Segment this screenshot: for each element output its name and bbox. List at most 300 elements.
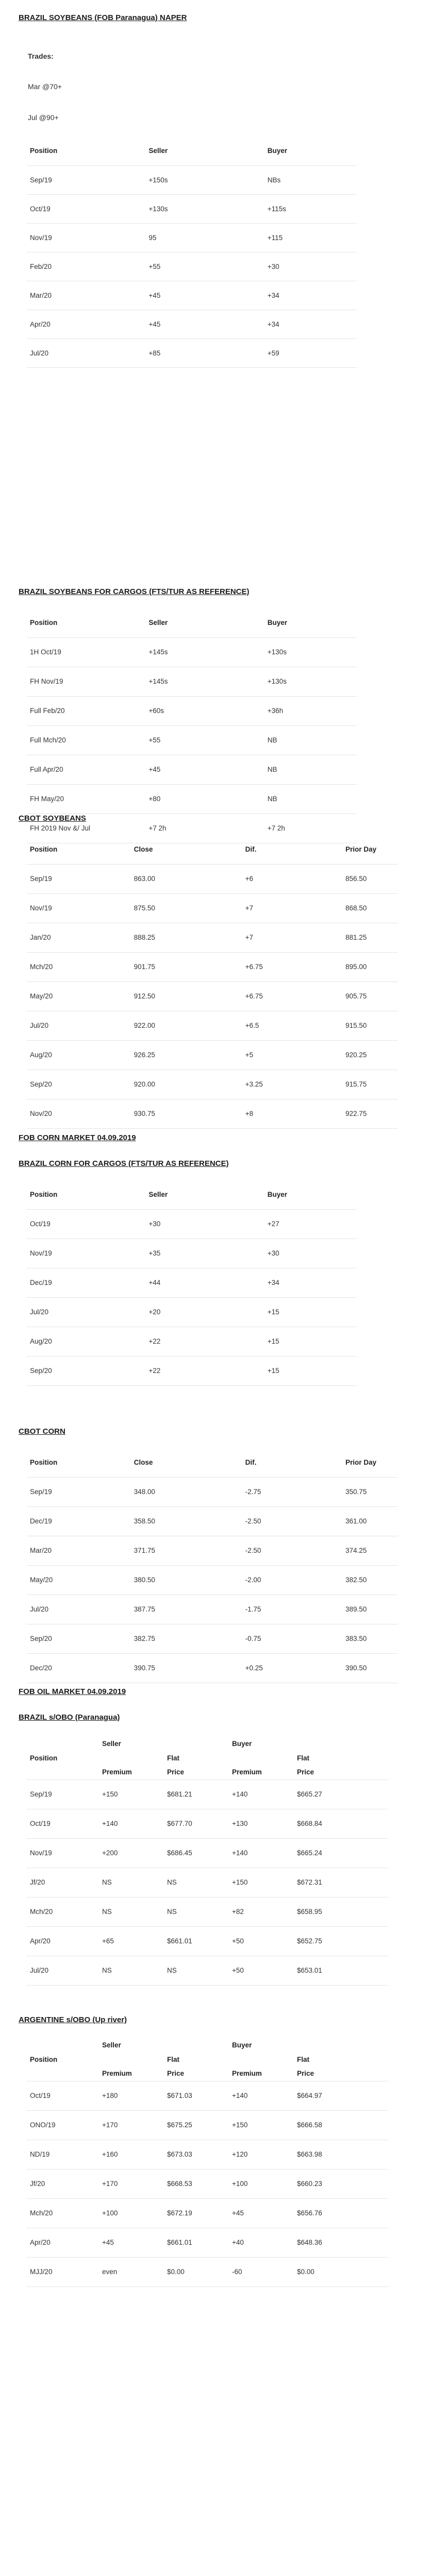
section-title: FOB CORN MARKET 04.09.2019 (19, 1133, 136, 1142)
column-header: Position (30, 1754, 58, 1762)
position-cell: Oct/19 (27, 2081, 99, 2110)
table-row (27, 1477, 398, 1506)
prior-day-cell: 920.25 (342, 1040, 398, 1070)
buyer-premium-cell: +120 (229, 2140, 294, 2169)
buyer-flat-price-cell: $666.58 (294, 2110, 388, 2140)
position-cell: Sep/20 (27, 1070, 131, 1099)
column-header: Seller (102, 1739, 121, 1748)
seller-premium-cell: +140 (99, 1809, 164, 1838)
position-cell: Sep/20 (27, 1624, 131, 1653)
table-row (27, 2228, 388, 2257)
trades-label: Trades: (28, 52, 54, 60)
prior-day-cell: 361.00 (342, 1506, 398, 1536)
position-cell: Aug/20 (27, 1040, 131, 1070)
seller-premium-cell: +170 (99, 2169, 164, 2198)
column-header (27, 2038, 99, 2052)
buyer-cell: +7 2h (264, 814, 357, 843)
position-cell: Sep/19 (27, 165, 145, 194)
column-header (229, 2052, 294, 2066)
close-cell: 382.75 (131, 1624, 242, 1653)
seller-cell: 95 (145, 223, 264, 252)
buyer-cell: NB (264, 755, 357, 784)
buyer-flat-price-cell: $663.98 (294, 2140, 388, 2169)
column-header: Position (27, 1448, 131, 1477)
seller-cell: +35 (145, 1239, 264, 1268)
position-cell: Apr/20 (27, 2228, 99, 2257)
buyer-cell: +27 (264, 1209, 357, 1239)
buyer-cell: +15 (264, 1327, 357, 1356)
column-header: Seller (145, 137, 264, 165)
dif-cell: +0.25 (242, 1653, 342, 1683)
seller-flat-price-cell: $661.01 (164, 1926, 229, 1956)
table-header-row (27, 1751, 388, 1765)
column-header: Flat (297, 2055, 310, 2063)
prior-day-cell: 895.00 (342, 952, 398, 981)
buyer-premium-cell: -60 (229, 2257, 294, 2286)
trade-note: Jul @90+ (28, 113, 59, 122)
seller-flat-price-cell: $675.25 (164, 2110, 229, 2140)
seller-cell: +45 (145, 281, 264, 310)
prior-day-cell: 390.50 (342, 1653, 398, 1683)
seller-cell: +20 (145, 1297, 264, 1327)
buyer-flat-price-cell: $660.23 (294, 2169, 388, 2198)
table-header-row (27, 1448, 398, 1477)
column-header (27, 1765, 99, 1780)
position-cell: MJJ/20 (27, 2257, 99, 2286)
close-cell: 348.00 (131, 1477, 242, 1506)
seller-cell: +45 (145, 755, 264, 784)
close-cell: 390.75 (131, 1653, 242, 1683)
close-cell: 875.50 (131, 893, 242, 923)
table-row (27, 1268, 357, 1297)
seller-cell: +150s (145, 165, 264, 194)
column-header: Close (131, 835, 242, 864)
column-header: Seller (102, 2041, 121, 2049)
buyer-cell: +115s (264, 194, 357, 223)
cbot-soybeans-table (27, 835, 398, 1129)
table-row (27, 637, 357, 667)
buyer-premium-cell: +140 (229, 1838, 294, 1868)
column-header (99, 2052, 164, 2066)
seller-premium-cell: NS (99, 1868, 164, 1897)
seller-flat-price-cell: NS (164, 1897, 229, 1926)
position-cell: Nov/19 (27, 1838, 99, 1868)
table-row (27, 1653, 398, 1683)
seller-cell: +22 (145, 1356, 264, 1385)
corn-cargo-table (27, 1180, 357, 1386)
buyer-premium-cell: +150 (229, 1868, 294, 1897)
position-cell: Jul/20 (27, 1956, 99, 1985)
close-cell: 387.75 (131, 1595, 242, 1624)
buyer-premium-cell: +50 (229, 1926, 294, 1956)
table-row (27, 2110, 388, 2140)
buyer-cell: +130s (264, 637, 357, 667)
seller-premium-cell: +100 (99, 2198, 164, 2228)
dif-cell: +6 (242, 864, 342, 893)
section-title: CBOT CORN (19, 1427, 65, 1436)
seller-cell: +30 (145, 1209, 264, 1239)
buyer-flat-price-cell: $668.84 (294, 1809, 388, 1838)
close-cell: 888.25 (131, 923, 242, 952)
column-header: Dif. (242, 835, 342, 864)
buyer-cell: +130s (264, 667, 357, 696)
seller-flat-price-cell: $668.53 (164, 2169, 229, 2198)
table-header-row (27, 608, 357, 637)
close-cell: 930.75 (131, 1099, 242, 1128)
table-row (27, 1209, 357, 1239)
brazil-sobo-table (27, 1736, 388, 1986)
table-row (27, 2081, 388, 2110)
dif-cell: +3.25 (242, 1070, 342, 1099)
table-row (27, 784, 357, 814)
dif-cell: -0.75 (242, 1624, 342, 1653)
table-row (27, 2140, 388, 2169)
prior-day-cell: 856.50 (342, 864, 398, 893)
position-cell: Nov/19 (27, 223, 145, 252)
close-cell: 920.00 (131, 1070, 242, 1099)
prior-day-cell: 881.25 (342, 923, 398, 952)
position-cell: Jul/20 (27, 338, 145, 367)
position-cell: FH May/20 (27, 784, 145, 814)
table-row (27, 2169, 388, 2198)
table-row (27, 223, 357, 252)
position-cell: ND/19 (27, 2140, 99, 2169)
table-row (27, 1099, 398, 1128)
seller-flat-price-cell: NS (164, 1868, 229, 1897)
column-header: Premium (99, 1765, 164, 1780)
column-header (27, 2066, 99, 2081)
column-header: Seller (145, 1180, 264, 1209)
column-header: Price (294, 1765, 388, 1780)
column-header: Premium (99, 2066, 164, 2081)
seller-flat-price-cell: $661.01 (164, 2228, 229, 2257)
position-cell: Nov/19 (27, 1239, 145, 1268)
table-header-row (27, 2066, 388, 2081)
seller-cell: +22 (145, 1327, 264, 1356)
column-header: Buyer (264, 608, 357, 637)
buyer-flat-price-cell: $664.97 (294, 2081, 388, 2110)
table-row (27, 696, 357, 725)
prior-day-cell: 915.50 (342, 1011, 398, 1040)
buyer-cell: NBs (264, 165, 357, 194)
position-cell: Jul/20 (27, 1011, 131, 1040)
buyer-flat-price-cell: $658.95 (294, 1897, 388, 1926)
dif-cell: +8 (242, 1099, 342, 1128)
table-row (27, 1011, 398, 1040)
buyer-flat-price-cell: $672.31 (294, 1868, 388, 1897)
table-row (27, 310, 357, 338)
dif-cell: +5 (242, 1040, 342, 1070)
table-header-row (27, 1765, 388, 1780)
position-cell: 1H Oct/19 (27, 637, 145, 667)
position-cell: Mch/20 (27, 1897, 99, 1926)
dif-cell: -2.00 (242, 1565, 342, 1595)
seller-cell: +55 (145, 252, 264, 281)
seller-flat-price-cell: $673.03 (164, 2140, 229, 2169)
close-cell: 922.00 (131, 1011, 242, 1040)
table-row (27, 281, 357, 310)
table-row (27, 1897, 388, 1926)
column-header: Buyer (264, 137, 357, 165)
column-header (294, 2038, 388, 2052)
table-row (27, 1070, 398, 1099)
position-cell: Sep/19 (27, 1780, 99, 1809)
column-header (229, 1751, 294, 1765)
buyer-cell: +15 (264, 1297, 357, 1327)
table-row (27, 338, 357, 367)
column-header: Seller (145, 608, 264, 637)
buyer-premium-cell: +150 (229, 2110, 294, 2140)
position-cell: Nov/19 (27, 893, 131, 923)
table-row (27, 667, 357, 696)
dif-cell: -2.50 (242, 1506, 342, 1536)
table-row (27, 1327, 357, 1356)
close-cell: 863.00 (131, 864, 242, 893)
table-row (27, 1297, 357, 1327)
column-header: Premium (229, 2066, 294, 2081)
buyer-premium-cell: +40 (229, 2228, 294, 2257)
column-header: Premium (229, 1765, 294, 1780)
table-row (27, 194, 357, 223)
table-row (27, 1956, 388, 1985)
seller-flat-price-cell: $686.45 (164, 1838, 229, 1868)
column-header: Position (27, 137, 145, 165)
close-cell: 926.25 (131, 1040, 242, 1070)
position-cell: Dec/19 (27, 1268, 145, 1297)
prior-day-cell: 382.50 (342, 1565, 398, 1595)
buyer-premium-cell: +140 (229, 1780, 294, 1809)
prior-day-cell: 383.50 (342, 1624, 398, 1653)
seller-cell: +7 2h (145, 814, 264, 843)
seller-premium-cell: NS (99, 1956, 164, 1985)
seller-premium-cell: +160 (99, 2140, 164, 2169)
section-title: FOB OIL MARKET 04.09.2019 (19, 1687, 126, 1696)
table-row (27, 1356, 357, 1385)
table-row (27, 1780, 388, 1809)
position-cell: Oct/19 (27, 1809, 99, 1838)
table-row (27, 1624, 398, 1653)
position-cell: Jul/20 (27, 1297, 145, 1327)
argentine-sobo-table (27, 2038, 388, 2287)
table-row (27, 1239, 357, 1268)
position-cell: Jan/20 (27, 923, 131, 952)
buyer-cell: +34 (264, 281, 357, 310)
position-cell: Sep/19 (27, 1477, 131, 1506)
dif-cell: +7 (242, 893, 342, 923)
position-cell: Oct/19 (27, 194, 145, 223)
column-header (99, 1751, 164, 1765)
buyer-flat-price-cell: $656.76 (294, 2198, 388, 2228)
dif-cell: -2.75 (242, 1477, 342, 1506)
position-cell: May/20 (27, 981, 131, 1011)
table-row (27, 1565, 398, 1595)
table-row (27, 1506, 398, 1536)
column-header: Position (27, 835, 131, 864)
column-header: Buyer (232, 2041, 252, 2049)
seller-cell: +145s (145, 667, 264, 696)
column-header (164, 1736, 229, 1751)
buyer-cell: +30 (264, 252, 357, 281)
table-row (27, 725, 357, 755)
buyer-flat-price-cell: $652.75 (294, 1926, 388, 1956)
buyer-cell: +115 (264, 223, 357, 252)
column-header: Position (27, 1180, 145, 1209)
seller-flat-price-cell: $677.70 (164, 1809, 229, 1838)
column-header: Dif. (242, 1448, 342, 1477)
position-cell: Full Mch/20 (27, 725, 145, 755)
seller-cell: +80 (145, 784, 264, 814)
buyer-flat-price-cell: $0.00 (294, 2257, 388, 2286)
seller-premium-cell: even (99, 2257, 164, 2286)
prior-day-cell: 915.75 (342, 1070, 398, 1099)
column-header: Close (131, 1448, 242, 1477)
dif-cell: +6.75 (242, 952, 342, 981)
trade-note: Mar @70+ (28, 82, 62, 91)
position-cell: ONO/19 (27, 2110, 99, 2140)
dif-cell: -1.75 (242, 1595, 342, 1624)
buyer-cell: NB (264, 725, 357, 755)
buyer-flat-price-cell: $653.01 (294, 1956, 388, 1985)
buyer-cell: +30 (264, 1239, 357, 1268)
close-cell: 912.50 (131, 981, 242, 1011)
table-header-row (27, 137, 357, 165)
position-cell: Oct/19 (27, 1209, 145, 1239)
dif-cell: +7 (242, 923, 342, 952)
position-cell: Apr/20 (27, 310, 145, 338)
column-header (27, 1736, 99, 1751)
buyer-premium-cell: +50 (229, 1956, 294, 1985)
position-cell: FH 2019 Nov &/ Jul (27, 814, 145, 843)
buyer-flat-price-cell: $665.27 (294, 1780, 388, 1809)
position-cell: Feb/20 (27, 252, 145, 281)
seller-premium-cell: +200 (99, 1838, 164, 1868)
column-header: Prior Day (342, 1448, 398, 1477)
position-cell: Jul/20 (27, 1595, 131, 1624)
soybeans-fob-table (27, 137, 357, 368)
position-cell: Full Feb/20 (27, 696, 145, 725)
buyer-premium-cell: +45 (229, 2198, 294, 2228)
position-cell: Mar/20 (27, 1536, 131, 1565)
prior-day-cell: 905.75 (342, 981, 398, 1011)
seller-cell: +145s (145, 637, 264, 667)
seller-cell: +55 (145, 725, 264, 755)
table-row (27, 923, 398, 952)
buyer-flat-price-cell: $648.36 (294, 2228, 388, 2257)
table-row (27, 952, 398, 981)
buyer-premium-cell: +130 (229, 1809, 294, 1838)
table-row (27, 1926, 388, 1956)
column-header: Price (164, 2066, 229, 2081)
buyer-premium-cell: +82 (229, 1897, 294, 1926)
prior-day-cell: 350.75 (342, 1477, 398, 1506)
position-cell: Aug/20 (27, 1327, 145, 1356)
buyer-premium-cell: +140 (229, 2081, 294, 2110)
position-cell: Sep/20 (27, 1356, 145, 1385)
prior-day-cell: 868.50 (342, 893, 398, 923)
table-row (27, 1868, 388, 1897)
position-cell: Mar/20 (27, 281, 145, 310)
table-header-row (27, 835, 398, 864)
table-header-row (27, 1736, 388, 1751)
position-cell: Jf/20 (27, 1868, 99, 1897)
seller-cell: +60s (145, 696, 264, 725)
column-header (164, 2038, 229, 2052)
table-row (27, 2198, 388, 2228)
section-title: ARGENTINE s/OBO (Up river) (19, 2015, 127, 2024)
table-row (27, 1838, 388, 1868)
position-cell: FH Nov/19 (27, 667, 145, 696)
column-header: Flat (297, 1754, 310, 1762)
buyer-premium-cell: +100 (229, 2169, 294, 2198)
position-cell: Sep/19 (27, 864, 131, 893)
buyer-cell: NB (264, 784, 357, 814)
position-cell: Full Apr/20 (27, 755, 145, 784)
table-row (27, 1536, 398, 1565)
seller-premium-cell: NS (99, 1897, 164, 1926)
table-row (27, 165, 357, 194)
column-header: Position (27, 608, 145, 637)
table-row (27, 981, 398, 1011)
seller-cell: +85 (145, 338, 264, 367)
column-header: Price (164, 1765, 229, 1780)
seller-premium-cell: +180 (99, 2081, 164, 2110)
section-title: BRAZIL SOYBEANS FOR CARGOS (FTS/TUR AS REFERENCE) (19, 587, 250, 596)
column-header: Buyer (264, 1180, 357, 1209)
section-title: BRAZIL s/OBO (Paranagua) (19, 1713, 120, 1722)
table-row (27, 252, 357, 281)
buyer-cell: +15 (264, 1356, 357, 1385)
table-row (27, 2257, 388, 2286)
buyer-flat-price-cell: $665.24 (294, 1838, 388, 1868)
seller-flat-price-cell: $681.21 (164, 1780, 229, 1809)
table-header-row (27, 1180, 357, 1209)
column-header (294, 1736, 388, 1751)
seller-premium-cell: +65 (99, 1926, 164, 1956)
position-cell: Dec/19 (27, 1506, 131, 1536)
seller-flat-price-cell: $671.03 (164, 2081, 229, 2110)
buyer-cell: +36h (264, 696, 357, 725)
column-header: Buyer (232, 1739, 252, 1748)
position-cell: May/20 (27, 1565, 131, 1595)
cbot-corn-table (27, 1448, 398, 1683)
seller-flat-price-cell: $0.00 (164, 2257, 229, 2286)
seller-cell: +45 (145, 310, 264, 338)
section-title: BRAZIL CORN FOR CARGOS (FTS/TUR AS REFERENCE) (19, 1159, 229, 1168)
position-cell: Jf/20 (27, 2169, 99, 2198)
prior-day-cell: 389.50 (342, 1595, 398, 1624)
seller-premium-cell: +170 (99, 2110, 164, 2140)
column-header: Prior Day (342, 835, 398, 864)
position-cell: Apr/20 (27, 1926, 99, 1956)
column-header: Position (30, 2055, 58, 2063)
close-cell: 358.50 (131, 1506, 242, 1536)
column-header: Flat (167, 2055, 180, 2063)
section-title: BRAZIL SOYBEANS (FOB Paranagua) NAPER (19, 13, 187, 22)
close-cell: 901.75 (131, 952, 242, 981)
dif-cell: -2.50 (242, 1536, 342, 1565)
seller-premium-cell: +45 (99, 2228, 164, 2257)
position-cell: Mch/20 (27, 952, 131, 981)
table-row (27, 1595, 398, 1624)
buyer-cell: +59 (264, 338, 357, 367)
close-cell: 380.50 (131, 1565, 242, 1595)
table-row (27, 1809, 388, 1838)
dif-cell: +6.5 (242, 1011, 342, 1040)
soybeans-cargo-table (27, 608, 357, 843)
table-header-row (27, 2038, 388, 2052)
column-header: Flat (167, 1754, 180, 1762)
position-cell: Mch/20 (27, 2198, 99, 2228)
